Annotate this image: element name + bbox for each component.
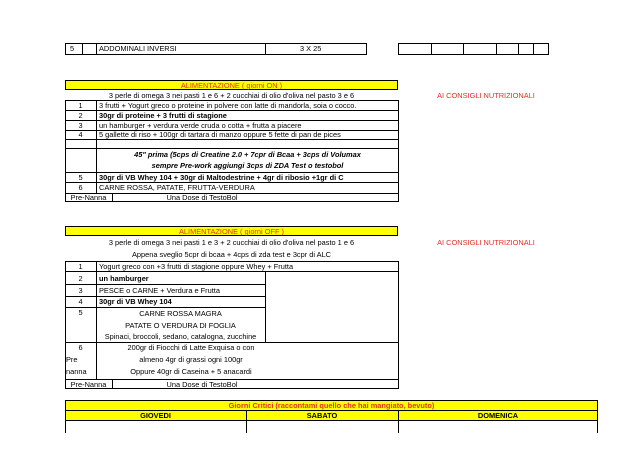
prenanna-label: Pre-Nanna <box>70 193 107 202</box>
off-section-subtitle: 3 perle di omega 3 nei pasti 1 e 3 + 2 cucchiai di olio d'oliva nel pasto 1 e 6 <box>108 238 355 247</box>
meal-description: 3 frutti + Yogurt greco o proteine in polvere con latte di mandorla, soia o cocco. <box>99 101 357 110</box>
meal-description: 200gr di Fiocchi di Latte Exquisa o con <box>127 343 255 352</box>
divider <box>431 43 432 55</box>
divider <box>265 43 266 55</box>
meal-number: 4 <box>78 297 83 306</box>
meal-description: Oppure 40gr di Caseina + 5 anacardi <box>130 367 252 376</box>
day-label-thursday: GIOVEDI <box>140 411 171 420</box>
divider <box>533 43 534 55</box>
prenanna-label: nanna <box>66 367 87 376</box>
meal-number: 3 <box>78 286 83 295</box>
meal-number: 2 <box>78 111 83 120</box>
tracking-grid <box>398 43 549 55</box>
on-section-subtitle: 3 perle di omega 3 nei pasti 1 e 6 + 2 cucchiai di olio d'oliva nel pasto 3 e 6 <box>108 91 355 100</box>
prenanna-label: Pre-Nanna <box>70 380 107 389</box>
off-section-subtitle2: Appena sveglio 5cpr di bcaa + 4cps di zda test e 3cpr di ALC <box>131 250 332 259</box>
critical-days-title: Giorni Critici (raccontami quello che hai mangiato, bevuto) <box>228 401 435 410</box>
meal-description: almeno 4gr di grassi ogni 100gr <box>139 355 243 364</box>
exercise-name: ADDOMINALI INVERSI <box>99 44 177 53</box>
divider <box>82 43 83 55</box>
preworkout-note: 45" prima (5cps di Creatine 2.0 + 7cpr di Bcaa + 3cps di Volumax <box>134 150 361 159</box>
meal-number: 3 <box>78 121 83 130</box>
exercise-sets: 3 X 25 <box>300 44 322 53</box>
meal-description: 30gr di proteine + 3 frutti di stagione <box>99 111 227 120</box>
divider <box>246 421 247 433</box>
meal-description: CARNE ROSSA, PATATE, FRUTTA-VERDURA <box>99 183 255 192</box>
meal-number: 2 <box>78 274 83 283</box>
meal-number: 5 <box>78 173 83 182</box>
meal-number: 1 <box>78 262 83 271</box>
meal-description: un hamburger <box>99 274 149 283</box>
on-section-title: ALIMENTAZIONE ( giorni ON ) <box>180 81 283 90</box>
divider <box>65 148 399 149</box>
on-advice-label: AI CONSIGLI NUTRIZIONALI <box>437 91 535 100</box>
divider <box>496 43 497 55</box>
prenanna-text: Una Dose di TestoBol <box>166 380 238 389</box>
meal-number: 1 <box>78 101 83 110</box>
meal-number: 6 <box>78 343 83 352</box>
meal-description: Yogurt greco con +3 frutti di stagione oppure Whey + Frutta <box>99 262 294 271</box>
divider <box>597 421 598 433</box>
divider <box>65 284 265 285</box>
day-label-saturday: SABATO <box>306 411 338 420</box>
off-advice-label: AI CONSIGLI NUTRIZIONALI <box>437 238 535 247</box>
meal-description: 30gr di VB Whey 104 + 30gr di Maltodestrine + 4gr di ribosio +1gr di C <box>99 173 344 182</box>
divider <box>65 139 399 140</box>
divider <box>463 43 464 55</box>
meal-description: 30gr di VB Whey 104 <box>99 297 172 306</box>
day-label-sunday: DOMENICA <box>477 411 519 420</box>
divider <box>96 43 97 55</box>
divider <box>65 421 66 433</box>
off-section-title: ALIMENTAZIONE ( giorni OFF ) <box>179 227 284 236</box>
prenanna-text: Una Dose di TestoBol <box>166 193 238 202</box>
meal-number: 4 <box>78 130 83 139</box>
divider <box>265 271 266 342</box>
meal-description: PESCE o CARNE + Verdura e Frutta <box>99 286 220 295</box>
meal-description: CARNE ROSSA MAGRA <box>139 309 222 318</box>
divider <box>518 43 519 55</box>
divider <box>398 421 399 433</box>
meal-description: 5 gallette di riso + 100gr di tartara di manzo oppure 5 fette di pan de pices <box>99 130 341 139</box>
meal-description: un hamburger + verdura verde cruda o cotta + frutta a piacere <box>99 121 302 130</box>
meal-description: Spinaci, broccoli, sedano, catalogna, zucchine <box>104 332 257 341</box>
row-number: 5 <box>70 44 75 53</box>
prenanna-label: Pre <box>66 355 78 364</box>
meal-number: 5 <box>78 308 83 317</box>
divider <box>65 271 399 272</box>
meal-number: 6 <box>78 183 83 192</box>
preworkout-note: sempre Pre-work aggiungi 3cps di ZDA Test o testobol <box>151 161 344 170</box>
divider <box>96 100 97 193</box>
meal-description: PATATE O VERDURA DI FOGLIA <box>125 321 236 330</box>
